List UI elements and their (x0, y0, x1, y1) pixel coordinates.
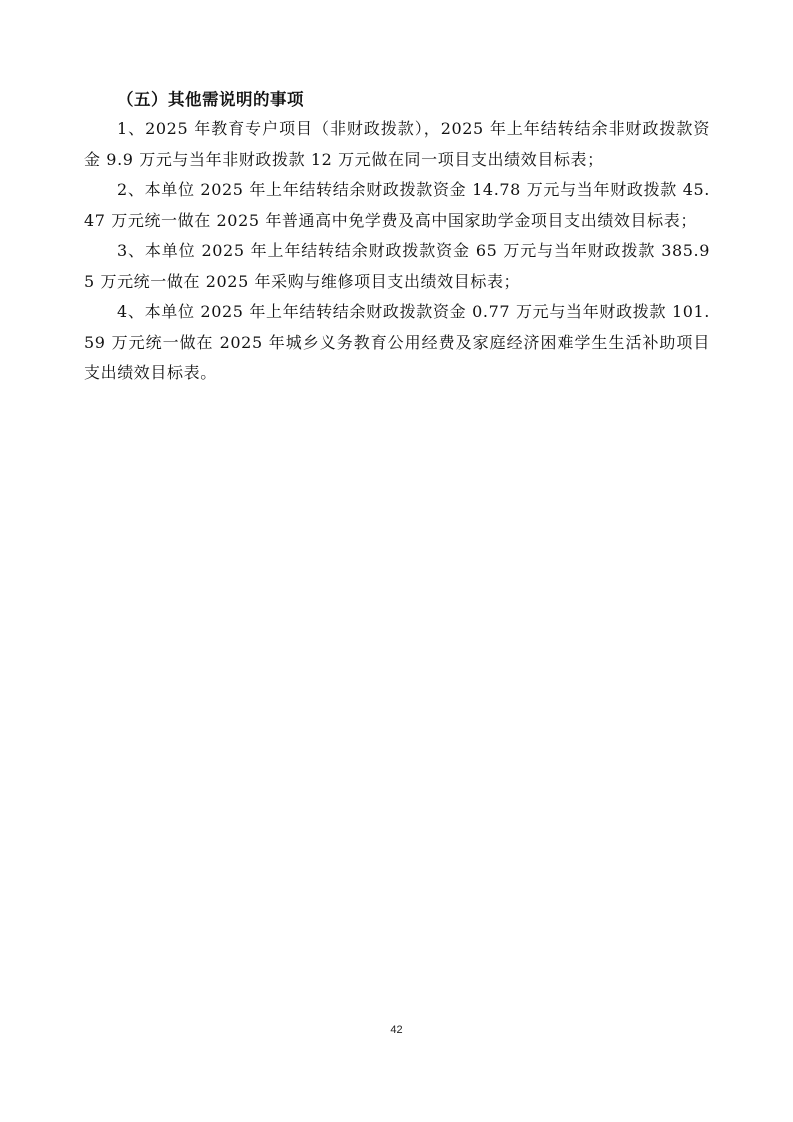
paragraph-2: 2、本单位 2025 年上年结转结余财政拨款资金 14.78 万元与当年财政拨款 45.47 万元统一做在 2025 年普通高中免学费及高中国家助学金项目支出绩效目标表； (84, 180, 710, 230)
section-heading: （五）其他需说明的事项 (117, 90, 304, 109)
paragraph-4: 4、本单位 2025 年上年结转结余财政拨款资金 0.77 万元与当年财政拨款 101.59 万元统一做在 2025 年城乡义务教育公用经费及家庭经济困难学生生活补助项目支出绩效目标表。 (84, 302, 710, 382)
paragraph-1: 1、2025 年教育专户项目（非财政拨款），2025 年上年结转结余非财政拨款资金 9.9 万元与当年非财政拨款 12 万元做在同一项目支出绩效目标表； (84, 119, 710, 169)
page-number: 42 (390, 1024, 403, 1036)
paragraph-3: 3、本单位 2025 年上年结转结余财政拨款资金 65 万元与当年财政拨款 385.95 万元统一做在 2025 年采购与维修项目支出绩效目标表； (84, 241, 710, 291)
page-content (84, 86, 710, 389)
